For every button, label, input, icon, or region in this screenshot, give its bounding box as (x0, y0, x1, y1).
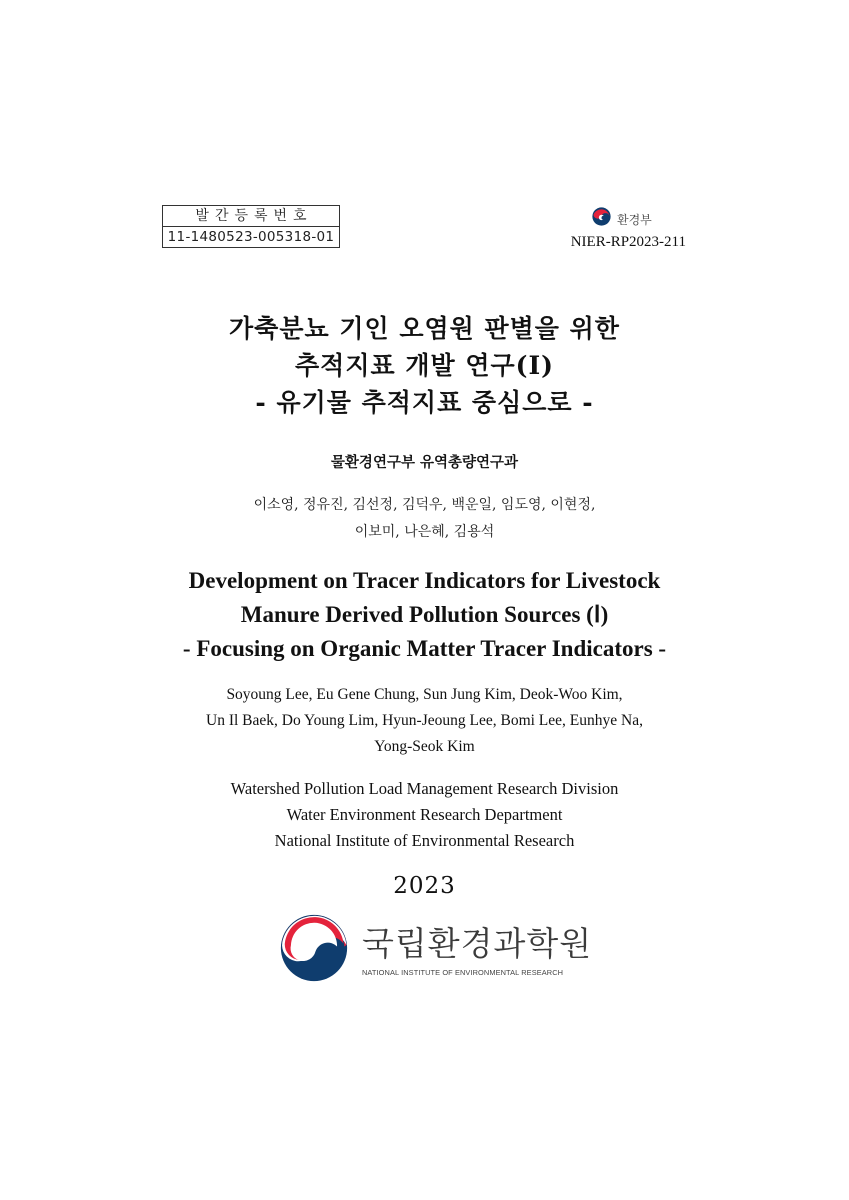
english-authors-line: Soyoung Lee, Eu Gene Chung, Sun Jung Kim, Deok-Woo Kim, (226, 686, 623, 703)
taegeuk-emblem-icon (278, 912, 350, 989)
english-title-line: Manure Derived Pollution Sources (Ⅰ) (240, 602, 609, 627)
korean-title-line: 추적지표 개발 연구(Ⅰ) (295, 351, 554, 380)
english-title-line: - Focusing on Organic Matter Tracer Indicators - (182, 636, 667, 661)
english-authors-line: Un Il Baek, Do Young Lim, Hyun-Jeoung Lee, Bomi Lee, Eunhye Na, (206, 712, 643, 729)
institute-logo (278, 912, 592, 989)
korean-title (0, 310, 849, 421)
registration-number-box (162, 205, 340, 248)
korean-title-line: - 유기물 추적지표 중심으로 - (255, 388, 594, 417)
registration-label: 발간등록번호 (163, 206, 339, 227)
ministry-badge (592, 207, 652, 231)
institute-name-korean: 국립환경과학원 (362, 924, 593, 963)
english-title (0, 564, 849, 666)
organization-line: National Institute of Environmental Research (274, 831, 575, 850)
korean-title-line: 가축분뇨 기인 오염원 판별을 위한 (229, 314, 620, 343)
ministry-name: 환경부 (617, 212, 652, 227)
english-authors (0, 682, 849, 760)
korean-department: 물환경연구부 유역총량연구과 (330, 454, 519, 471)
report-number: NIER-RP2023-211 (570, 234, 686, 250)
taegeuk-emblem-icon (592, 207, 611, 231)
registration-number: 11-1480523-005318-01 (167, 229, 335, 245)
korean-authors-line: 이보미, 나은혜, 김용석 (354, 524, 495, 540)
english-organization (0, 776, 849, 854)
organization-line: Watershed Pollution Load Management Research Division (230, 779, 619, 798)
institute-name-english: NATIONAL INSTITUTE OF ENVIRONMENTAL RESEARCH (362, 968, 564, 977)
organization-line: Water Environment Research Department (286, 805, 563, 824)
english-authors-line: Yong-Seok Kim (374, 738, 475, 755)
korean-authors-line: 이소영, 정유진, 김선정, 김덕우, 백운일, 임도영, 이현정, (253, 497, 596, 513)
english-title-line: Development on Tracer Indicators for Livestock (188, 568, 661, 593)
korean-authors (0, 492, 849, 546)
publication-year: 2023 (393, 873, 456, 899)
